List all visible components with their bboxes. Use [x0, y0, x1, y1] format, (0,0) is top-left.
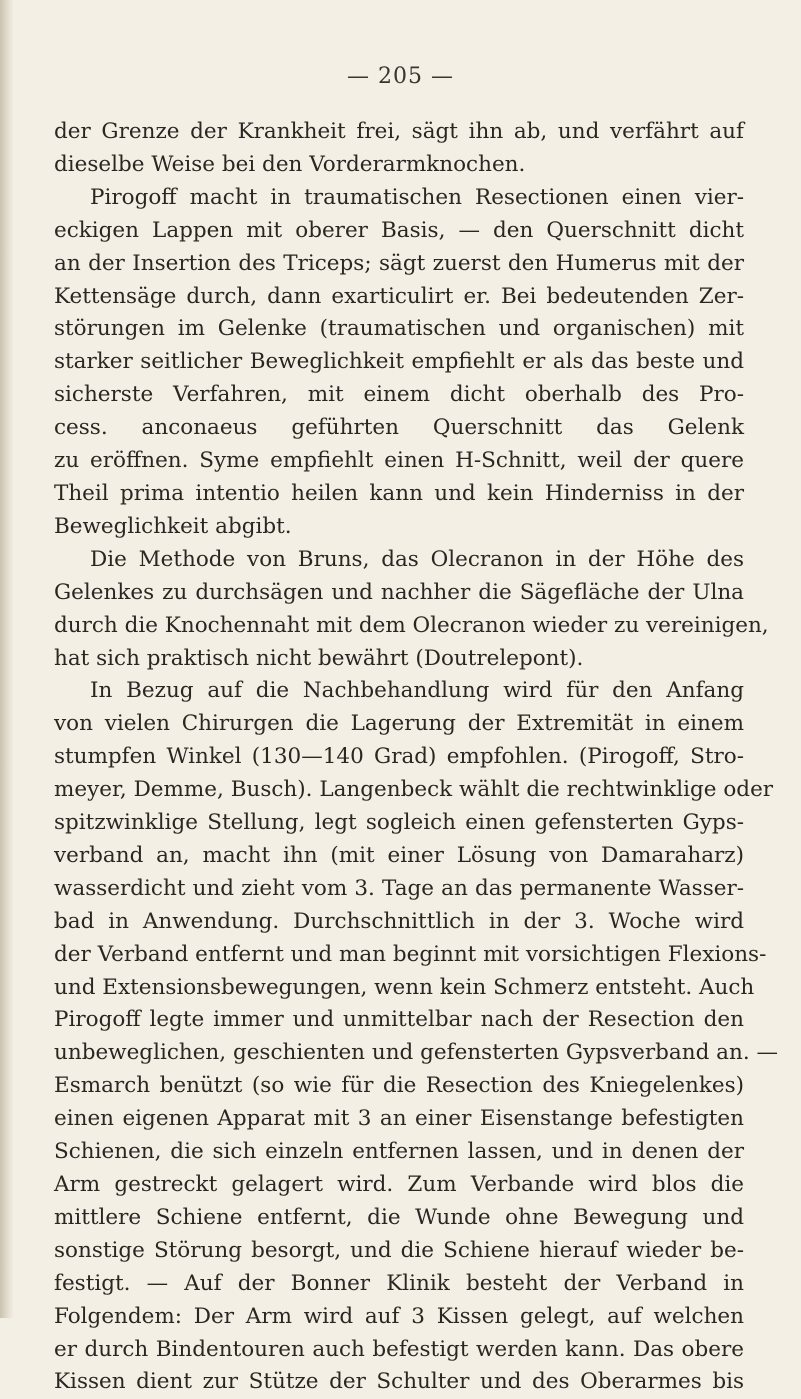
text-line: störungen im Gelenke (traumatischen und organischen) mit [54, 316, 744, 342]
text-line: mittlere Schiene entfernt, die Wunde ohne Bewegung und [54, 1204, 744, 1230]
text-line: Die Methode von Bruns, das Olecranon in der Höhe des [90, 546, 744, 572]
text-line: einen eigenen Apparat mit 3 an einer Eisenstange befestigten [54, 1106, 744, 1132]
text-line: Schienen, die sich einzeln entfernen lassen, und in denen der [54, 1139, 744, 1165]
text-line: Folgendem: Der Arm wird auf 3 Kissen gelegt, auf welchen [54, 1303, 744, 1329]
text-line: festigt. — Auf der Bonner Klinik besteht der Verband in [54, 1270, 744, 1296]
text-line: bad in Anwendung. Durchschnittlich in der 3. Woche wird [54, 908, 744, 934]
page-number: — 205 — [347, 64, 454, 89]
text-line: Theil prima intentio heilen kann und kein Hinderniss in der [54, 480, 744, 506]
text-line: Kettensäge durch, dann exarticulirt er. Bei bedeutenden Zer- [54, 283, 744, 309]
text-line: der Grenze der Krankheit frei, sägt ihn ab, und verfährt auf [54, 119, 744, 144]
text-line: unbeweglichen, geschienten und gefensterten Gypsverband an. — [54, 1040, 778, 1066]
text-line: meyer, Demme, Busch). Langenbeck wählt die rechtwinklige oder [54, 777, 774, 803]
text-line: verband an, macht ihn (mit einer Lösung von Damaraharz) [54, 842, 744, 868]
text-line: Pirogoff legte immer und unmittelbar nach der Resection den [54, 1007, 744, 1033]
text-line: In Bezug auf die Nachbehandlung wird für den Anfang [90, 678, 744, 704]
text-line: Pirogoff macht in traumatischen Resectionen einen vier- [90, 184, 744, 210]
body-text [54, 116, 778, 1399]
text-line: Beweglichkeit abgibt. [54, 513, 292, 539]
text-line: durch die Knochennaht mit dem Olecranon wieder zu vereinigen, [54, 612, 769, 638]
text-line: spitzwinklige Stellung, legt sogleich einen gefensterten Gyps- [54, 810, 744, 836]
text-line: der Verband entfernt und man beginnt mit vorsichtigen Flexions- [54, 941, 767, 967]
text-line: dieselbe Weise bei den Vorderarmknochen. [54, 151, 526, 177]
text-line: sonstige Störung besorgt, und die Schiene hierauf wieder be- [54, 1237, 744, 1263]
text-line: er durch Bindentouren auch befestigt werden kann. Das obere [54, 1336, 744, 1362]
text-line: sicherste Verfahren, mit einem dicht oberhalb des Pro- [54, 382, 744, 408]
text-line: stumpfen Winkel (130—140 Grad) empfohlen. (Pirogoff, Stro- [54, 744, 744, 770]
text-line: eckigen Lappen mit oberer Basis, — den Querschnitt dicht [54, 217, 744, 243]
text-line: Arm gestreckt gelagert wird. Zum Verbande wird blos die [54, 1172, 744, 1197]
text-line: starker seitlicher Beweglichkeit empfiehlt er als das beste und [54, 349, 744, 375]
text-line: Kissen dient zur Stütze der Schulter und des Oberarmes bis [54, 1369, 744, 1395]
text-line: zu eröffnen. Syme empfiehlt einen H-Schnitt, weil der quere [54, 448, 744, 474]
text-line: hat sich praktisch nicht bewährt (Doutrelepont). [54, 645, 584, 671]
text-line: und Extensionsbewegungen, wenn kein Schmerz entsteht. Auch [54, 974, 755, 1000]
page-binding-shadow [0, 0, 14, 1318]
text-line: Esmarch benützt (so wie für die Resection des Kniegelenkes) [54, 1073, 744, 1099]
text-line: von vielen Chirurgen die Lagerung der Extremität in einem [54, 711, 744, 737]
text-line: an der Insertion des Triceps; sägt zuerst den Humerus mit der [54, 250, 744, 276]
text-line: cess. anconaeus geführten Querschnitt das Gelenk [54, 415, 744, 441]
text-line: wasserdicht und zieht vom 3. Tage an das permanente Wasser- [54, 875, 744, 901]
text-line: Gelenkes zu durchsägen und nachher die Sägefläche der Ulna [54, 579, 744, 605]
